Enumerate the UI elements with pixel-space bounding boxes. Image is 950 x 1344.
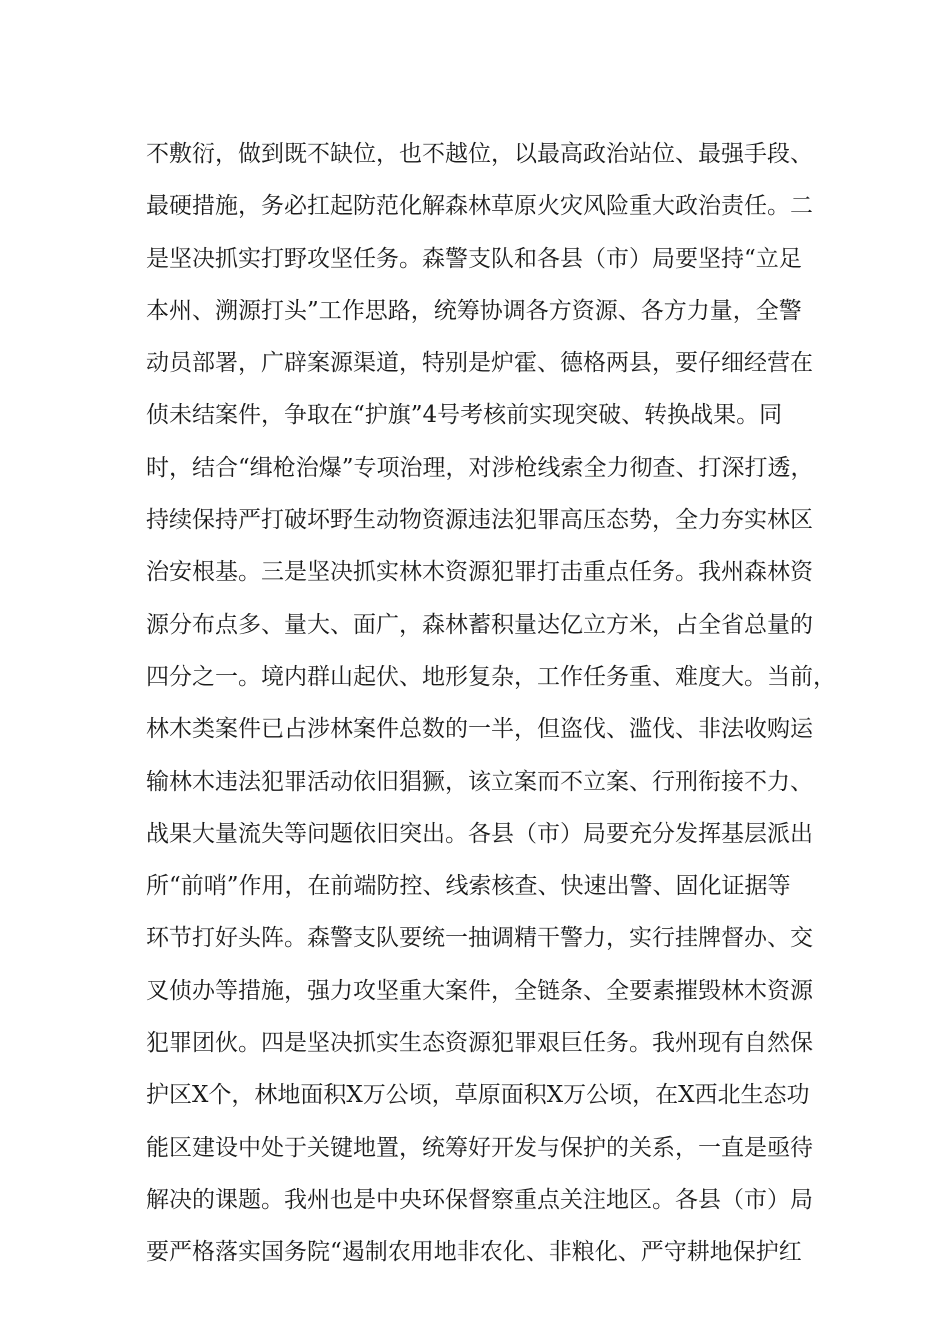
text-line: 环节打好头阵。森警支队要统一抽调精干警力，实行挂牌督办、交	[146, 925, 813, 952]
body-text	[146, 128, 836, 1279]
text-line: 动员部署，广辟案源渠道，特别是炉霍、德格两县，要仔细经营在	[146, 350, 813, 377]
text-line: 能区建设中处于关键地置，统筹好开发与保护的关系，一直是亟待	[146, 1134, 813, 1161]
text-line: 治安根基。三是坚决抓实林木资源犯罪打击重点任务。我州森林资	[146, 559, 813, 586]
text-line: 所“前哨”作用，在前端防控、线索核查、快速出警、固化证据等	[146, 873, 791, 900]
text-line: 源分布点多、量大、面广，森林蓄积量达亿立方米，占全省总量的	[146, 611, 813, 638]
text-line: 不敷衍，做到既不缺位，也不越位，以最高政治站位、最强手段、	[146, 141, 813, 167]
text-line: 叉侦办等措施，强力攻坚重大案件，全链条、全要素摧毁林木资源	[146, 977, 813, 1004]
text-line: 输林木违法犯罪活动依旧猖獗，该立案而不立案、行刑衔接不力、	[146, 768, 813, 795]
text-line: 林木类案件已占涉林案件总数的一半，但盗伐、滥伐、非法收购运	[146, 716, 813, 743]
text-line: 犯罪团伙。四是坚决抓实生态资源犯罪艰巨任务。我州现有自然保	[146, 1030, 813, 1057]
text-line: 持续保持严打破坏野生动物资源违法犯罪高压态势，全力夯实林区	[146, 507, 813, 534]
text-line: 侦未结案件，争取在“护旗”4号考核前实现突破、转换战果。同	[146, 402, 783, 429]
text-line: 本州、溯源打头”工作思路，统筹协调各方资源、各方力量，全警	[146, 297, 802, 324]
text-line: 最硬措施，务必扛起防范化解森林草原火灾风险重大政治责任。二	[146, 193, 813, 220]
text-line: 战果大量流失等问题依旧突出。各县（市）局要充分发挥基层派出	[146, 820, 813, 847]
text-line: 是坚决抓实打野攻坚任务。森警支队和各县（市）局要坚持“立足	[146, 245, 802, 272]
text-line: 四分之一。境内群山起伏、地形复杂，工作任务重、难度大。当前，	[146, 663, 836, 690]
text-line: 时，结合“缉枪治爆”专项治理，对涉枪线索全力彻查、打深打透，	[146, 454, 814, 481]
text-line: 解决的课题。我州也是中央环保督察重点关注地区。各县（市）局	[146, 1186, 813, 1213]
text-line: 护区X个，林地面积X万公顷，草原面积X万公顷，在X西北生态功	[146, 1082, 810, 1109]
text-line: 要严格落实国务院“遏制农用地非农化、非粮化、严守耕地保护红	[146, 1239, 802, 1266]
